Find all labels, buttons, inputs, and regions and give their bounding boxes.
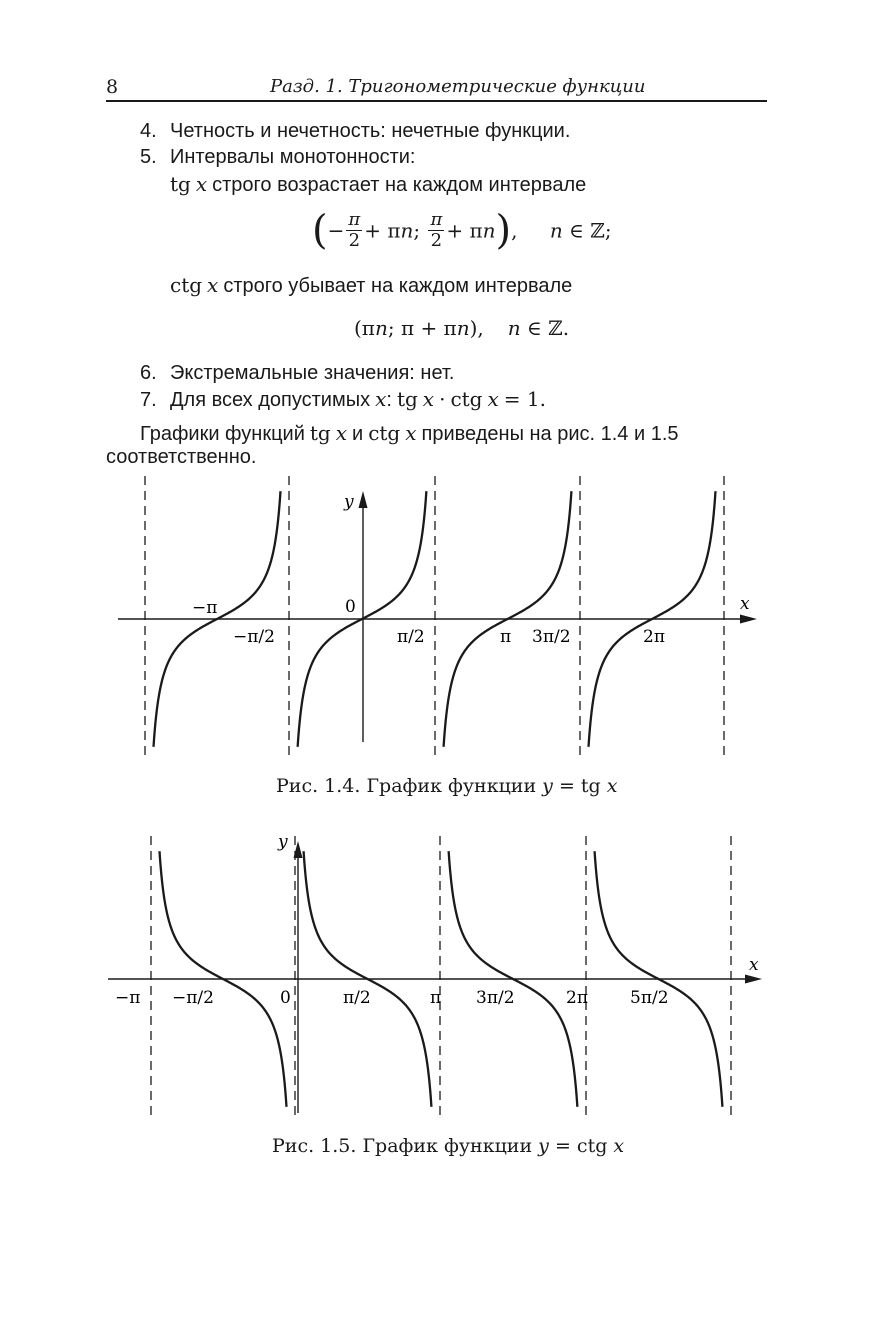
cotangent-graph: [0, 830, 886, 1130]
x-axis-arrow: [740, 615, 757, 624]
var-x: x: [335, 421, 348, 445]
tg-rest-text: строго возрастает на каждом интервале: [212, 174, 587, 196]
fraction-denominator: 2: [346, 230, 362, 251]
plus-pi: + π: [446, 218, 483, 243]
var-x: x: [606, 775, 618, 797]
formula-part: ),: [469, 316, 484, 340]
colon: :: [386, 389, 392, 411]
fraction-numerator: π: [348, 209, 361, 230]
var-n: n: [549, 218, 563, 243]
tg-symbol: tg: [309, 421, 331, 445]
origin-label: 0: [345, 597, 356, 617]
list-number: 7.: [140, 389, 157, 411]
paragraph-line-1: [140, 421, 679, 446]
plus-pi: + π: [364, 218, 401, 243]
tick-label-minus-pi: −π: [192, 598, 218, 618]
var-x: x: [195, 172, 208, 196]
figure-caption-1-4: [276, 775, 618, 797]
tangent-graph: [0, 470, 886, 770]
caption-text: Рис. 1.5. График функции: [272, 1135, 533, 1157]
ctg-symbol: ctg: [170, 273, 203, 297]
equals-sign: =: [558, 775, 575, 797]
var-n: n: [456, 316, 470, 340]
origin-label: 0: [280, 988, 291, 1008]
tick-label-minus-pi: −π: [115, 988, 141, 1008]
y-axis-label: y: [278, 832, 288, 852]
running-head: Разд. 1. Тригонометрические функции: [270, 76, 646, 97]
paragraph-text: и: [352, 423, 364, 445]
var-x: x: [613, 1135, 625, 1157]
paragraph-text: Графики функций: [140, 423, 305, 445]
list-text: Интервалы монотонности:: [170, 146, 416, 168]
ctg-symbol: ctg: [450, 387, 483, 411]
set-integers: ∈ ℤ;: [569, 218, 612, 243]
var-n: n: [507, 316, 521, 340]
asymptotes: [145, 476, 724, 756]
var-x: x: [375, 387, 387, 411]
ctg-symbol: ctg: [576, 1135, 608, 1157]
var-y: y: [538, 1135, 549, 1157]
y-axis-label: y: [344, 492, 354, 512]
x-axis-label: x: [740, 594, 750, 614]
ctg-monotonic-text: [170, 273, 572, 298]
tick-label-pi: π: [430, 988, 442, 1008]
dot-operator: ·: [439, 387, 446, 411]
list-item-6: [140, 362, 454, 385]
tick-label-2pi: 2π: [643, 627, 665, 647]
tick-label-pi: π: [500, 627, 512, 647]
minus-sign: −: [327, 218, 345, 243]
list-item-5: [140, 146, 416, 169]
list-item-4: [140, 120, 570, 143]
var-x: x: [207, 273, 219, 297]
fraction-denominator: 2: [428, 230, 444, 251]
list-text: Для всех допустимых: [170, 389, 371, 411]
formula-ctg-interval: [354, 316, 569, 340]
var-n: n: [400, 218, 414, 243]
ctg-rest-text: строго убывает на каждом интервале: [223, 275, 573, 297]
var-x: x: [405, 421, 417, 445]
x-axis-arrow: [745, 975, 762, 984]
list-text: Экстремальные значения: нет.: [170, 362, 455, 384]
var-y: y: [542, 775, 553, 797]
tg-monotonic-text: [170, 172, 586, 197]
equals-sign: =: [554, 1135, 571, 1157]
list-number: 5.: [140, 146, 157, 168]
tick-label-3pi-half: 3π/2: [476, 988, 515, 1008]
x-axis-label: x: [749, 955, 759, 975]
tg-symbol: tg: [396, 387, 418, 411]
right-paren: ): [495, 207, 512, 254]
page-number: 8: [106, 76, 119, 98]
separator: ;: [413, 218, 421, 243]
tg-symbol: tg: [580, 775, 601, 797]
list-text: Четность и нечетность: нечетные функции.: [170, 120, 571, 142]
tick-label-5pi-half: 5π/2: [630, 988, 669, 1008]
list-number: 4.: [140, 120, 157, 142]
list-item-7: [140, 387, 546, 412]
asymptotes: [151, 836, 731, 1116]
list-number: 6.: [140, 362, 157, 384]
ctg-symbol: ctg: [368, 421, 401, 445]
caption-text: Рис. 1.4. График функции: [276, 775, 537, 797]
tick-label-pi-half: π/2: [343, 988, 371, 1008]
tick-label-2pi: 2π: [566, 988, 588, 1008]
figure-caption-1-5: [272, 1135, 624, 1157]
equals-one: = 1.: [503, 387, 546, 411]
formula-part: ; π + π: [387, 316, 457, 340]
fraction-pi-half: [346, 210, 362, 251]
formula-tg-interval: [312, 207, 612, 254]
tick-label-minus-pi-half: −π/2: [172, 988, 214, 1008]
tg-symbol: tg: [170, 172, 191, 196]
y-axis-arrow: [359, 491, 368, 508]
var-n: n: [374, 316, 388, 340]
tick-label-pi-half: π/2: [397, 627, 425, 647]
left-paren: (: [312, 207, 328, 254]
tick-label-minus-pi-half: −π/2: [233, 627, 275, 647]
paragraph-line-2: соответственно.: [106, 446, 257, 468]
fraction-pi-half: [428, 210, 444, 251]
paragraph-text: приведены на рис. 1.4 и 1.5: [421, 423, 679, 445]
header-rule: [106, 100, 767, 102]
formula-part: (π: [354, 316, 375, 340]
fraction-numerator: π: [430, 209, 443, 230]
var-x: x: [422, 387, 435, 411]
tick-label-3pi-half: 3π/2: [532, 627, 571, 647]
var-n: n: [482, 218, 496, 243]
comma: ,: [511, 218, 518, 243]
var-x: x: [487, 387, 499, 411]
set-integers: ∈ ℤ.: [527, 316, 570, 340]
